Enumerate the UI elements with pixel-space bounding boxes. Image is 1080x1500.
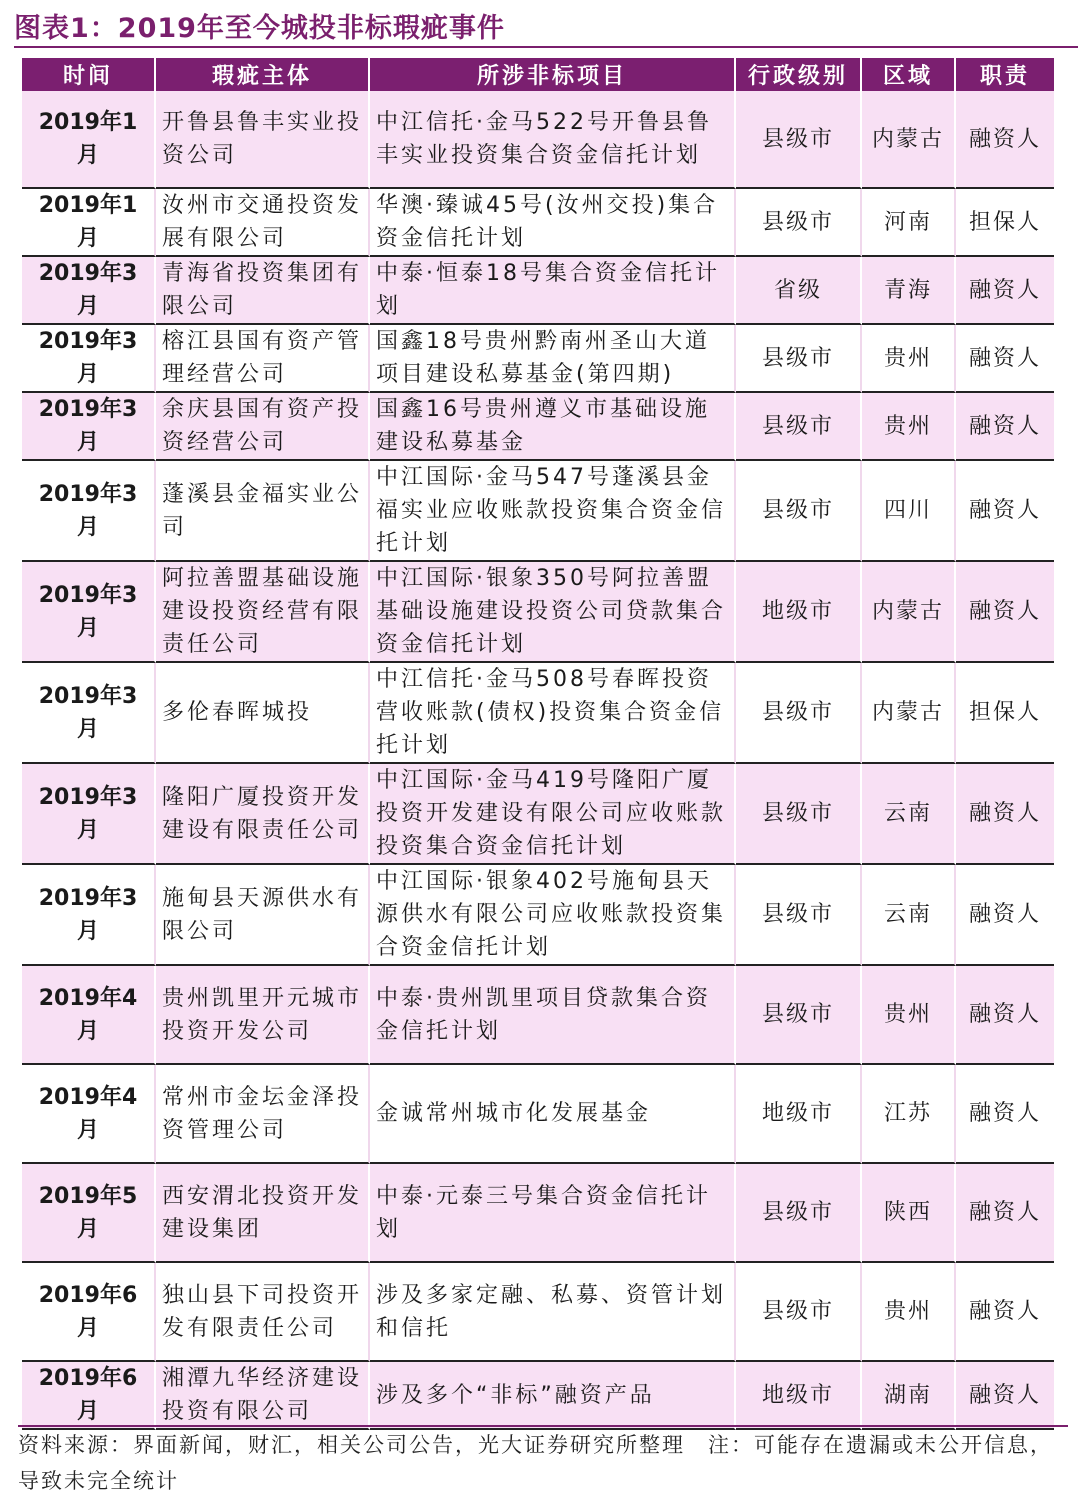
cell-role: 融资人	[956, 764, 1054, 865]
cell-subject: 多伦春晖城投	[156, 663, 370, 764]
cell-role: 融资人	[956, 461, 1054, 562]
cell-region: 云南	[862, 764, 956, 865]
header-region: 区域	[862, 58, 956, 91]
cell-time: 2019年3月	[22, 865, 156, 966]
table-row	[22, 865, 1054, 966]
cell-role: 融资人	[956, 325, 1054, 393]
table-row	[22, 562, 1054, 663]
cell-subject: 阿拉善盟基础设施建设投资经营有限责任公司	[156, 562, 370, 663]
table-row	[22, 1164, 1054, 1263]
cell-project: 涉及多家定融、私募、资管计划和信托	[370, 1263, 736, 1362]
source-note: 资料来源：界面新闻，财汇，相关公司公告，光大证券研究所整理 注：可能存在遗漏或未公开信息，导致未完全统计	[18, 1425, 1068, 1499]
cell-project: 中江国际·金马547号蓬溪县金福实业应收账款投资集合资金信托计划	[370, 461, 736, 562]
cell-subject: 施甸县天源供水有限公司	[156, 865, 370, 966]
cell-subject: 余庆县国有资产投资经营公司	[156, 393, 370, 461]
cell-level: 县级市	[736, 325, 862, 393]
cell-subject: 湘潭九华经济建设投资有限公司	[156, 1362, 370, 1430]
table-row	[22, 461, 1054, 562]
cell-region: 云南	[862, 865, 956, 966]
table-header-row	[22, 58, 1054, 91]
cell-role: 融资人	[956, 257, 1054, 325]
cell-level: 地级市	[736, 562, 862, 663]
cell-project: 国鑫18号贵州黔南州圣山大道项目建设私募基金(第四期)	[370, 325, 736, 393]
cell-role: 融资人	[956, 1164, 1054, 1263]
header-project: 所涉非标项目	[370, 58, 736, 91]
cell-time: 2019年3月	[22, 764, 156, 865]
cell-role: 担保人	[956, 663, 1054, 764]
cell-subject: 开鲁县鲁丰实业投资公司	[156, 91, 370, 189]
cell-role: 担保人	[956, 189, 1054, 257]
cell-region: 贵州	[862, 966, 956, 1065]
cell-time: 2019年3月	[22, 257, 156, 325]
cell-region: 四川	[862, 461, 956, 562]
cell-time: 2019年1月	[22, 189, 156, 257]
cell-region: 河南	[862, 189, 956, 257]
cell-time: 2019年3月	[22, 461, 156, 562]
cell-time: 2019年3月	[22, 325, 156, 393]
table-row	[22, 764, 1054, 865]
cell-time: 2019年5月	[22, 1164, 156, 1263]
cell-level: 县级市	[736, 1263, 862, 1362]
cell-time: 2019年3月	[22, 663, 156, 764]
cell-level: 县级市	[736, 966, 862, 1065]
cell-level: 县级市	[736, 189, 862, 257]
cell-region: 湖南	[862, 1362, 956, 1430]
cell-region: 内蒙古	[862, 91, 956, 189]
table-body	[22, 91, 1054, 1430]
cell-region: 贵州	[862, 393, 956, 461]
cell-level: 县级市	[736, 865, 862, 966]
cell-project: 华澳·臻诚45号(汝州交投)集合资金信托计划	[370, 189, 736, 257]
cell-region: 青海	[862, 257, 956, 325]
cell-subject: 汝州市交通投资发展有限公司	[156, 189, 370, 257]
figure-title: 图表1：2019年至今城投非标瑕疵事件	[14, 13, 505, 44]
cell-level: 县级市	[736, 663, 862, 764]
header-role: 职责	[956, 58, 1054, 91]
cell-region: 陕西	[862, 1164, 956, 1263]
cell-time: 2019年3月	[22, 393, 156, 461]
header-level: 行政级别	[736, 58, 862, 91]
cell-level: 省级	[736, 257, 862, 325]
cell-role: 融资人	[956, 1065, 1054, 1164]
cell-project: 中江信托·金马522号开鲁县鲁丰实业投资集合资金信托计划	[370, 91, 736, 189]
cell-project: 涉及多个“非标”融资产品	[370, 1362, 736, 1430]
cell-role: 融资人	[956, 91, 1054, 189]
cell-role: 融资人	[956, 966, 1054, 1065]
cell-level: 县级市	[736, 91, 862, 189]
cell-project: 金诚常州城市化发展基金	[370, 1065, 736, 1164]
table-row	[22, 1263, 1054, 1362]
cell-project: 中泰·元泰三号集合资金信托计划	[370, 1164, 736, 1263]
cell-time: 2019年6月	[22, 1362, 156, 1430]
table-row	[22, 393, 1054, 461]
cell-level: 地级市	[736, 1065, 862, 1164]
cell-project: 中江信托·金马508号春晖投资营收账款(债权)投资集合资金信托计划	[370, 663, 736, 764]
cell-role: 融资人	[956, 865, 1054, 966]
table-row	[22, 189, 1054, 257]
cell-region: 贵州	[862, 325, 956, 393]
cell-subject: 贵州凯里开元城市投资开发公司	[156, 966, 370, 1065]
cell-time: 2019年3月	[22, 562, 156, 663]
cell-region: 内蒙古	[862, 663, 956, 764]
table-row	[22, 1065, 1054, 1164]
table-row	[22, 663, 1054, 764]
cell-region: 内蒙古	[862, 562, 956, 663]
cell-subject: 常州市金坛金泽投资管理公司	[156, 1065, 370, 1164]
table-row	[22, 1362, 1054, 1430]
events-table	[22, 58, 1054, 1430]
cell-level: 县级市	[736, 393, 862, 461]
table-row	[22, 257, 1054, 325]
cell-project: 国鑫16号贵州遵义市基础设施建设私募基金	[370, 393, 736, 461]
cell-region: 贵州	[862, 1263, 956, 1362]
cell-region: 江苏	[862, 1065, 956, 1164]
cell-level: 县级市	[736, 461, 862, 562]
cell-subject: 隆阳广厦投资开发建设有限责任公司	[156, 764, 370, 865]
cell-level: 地级市	[736, 1362, 862, 1430]
cell-level: 县级市	[736, 764, 862, 865]
cell-subject: 西安渭北投资开发建设集团	[156, 1164, 370, 1263]
cell-subject: 蓬溪县金福实业公司	[156, 461, 370, 562]
cell-subject: 独山县下司投资开发有限责任公司	[156, 1263, 370, 1362]
table-row	[22, 91, 1054, 189]
cell-role: 融资人	[956, 1263, 1054, 1362]
cell-role: 融资人	[956, 393, 1054, 461]
cell-time: 2019年1月	[22, 91, 156, 189]
cell-time: 2019年6月	[22, 1263, 156, 1362]
cell-project: 中泰·恒泰18号集合资金信托计划	[370, 257, 736, 325]
cell-role: 融资人	[956, 1362, 1054, 1430]
cell-role: 融资人	[956, 562, 1054, 663]
cell-project: 中江国际·金马419号隆阳广厦投资开发建设有限公司应收账款投资集合资金信托计划	[370, 764, 736, 865]
table-row	[22, 325, 1054, 393]
cell-subject: 青海省投资集团有限公司	[156, 257, 370, 325]
cell-subject: 榕江县国有资产管理经营公司	[156, 325, 370, 393]
cell-level: 县级市	[736, 1164, 862, 1263]
cell-project: 中江国际·银象402号施甸县天源供水有限公司应收账款投资集合资金信托计划	[370, 865, 736, 966]
header-subject: 瑕疵主体	[156, 58, 370, 91]
cell-time: 2019年4月	[22, 1065, 156, 1164]
cell-project: 中江国际·银象350号阿拉善盟基础设施建设投资公司贷款集合资金信托计划	[370, 562, 736, 663]
table-row	[22, 966, 1054, 1065]
title-rule	[14, 46, 1078, 48]
cell-project: 中泰·贵州凯里项目贷款集合资金信托计划	[370, 966, 736, 1065]
cell-time: 2019年4月	[22, 966, 156, 1065]
header-time: 时间	[22, 58, 156, 91]
